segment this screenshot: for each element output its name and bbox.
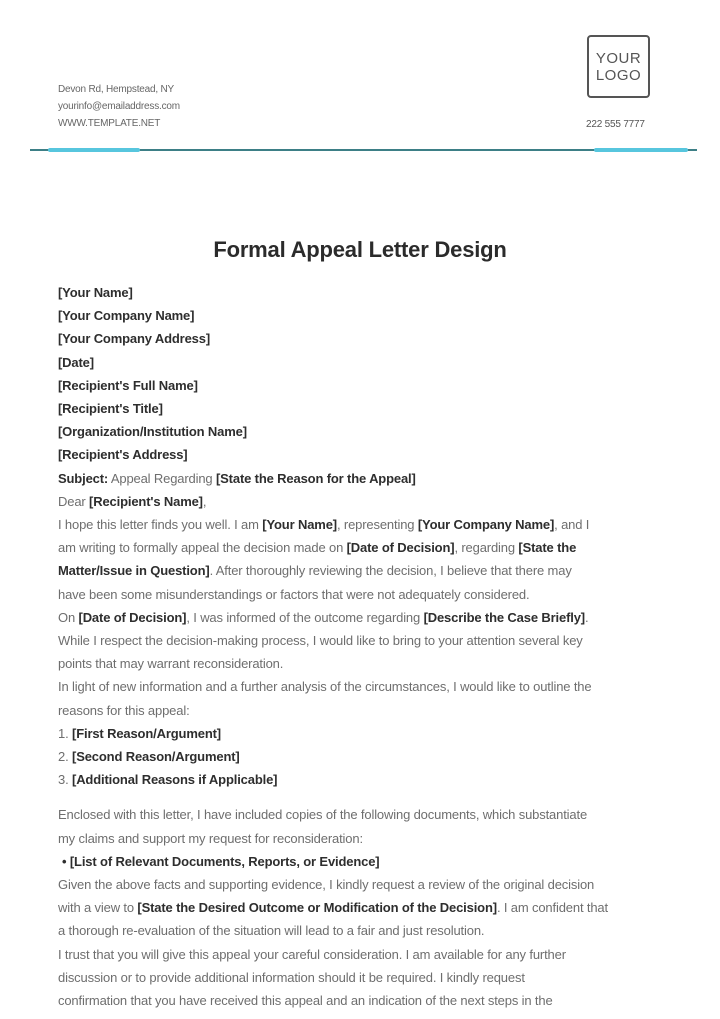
salutation bbox=[58, 490, 698, 513]
header-divider-accent-right bbox=[594, 148, 688, 152]
text-run: . I am confident that bbox=[496, 900, 608, 916]
text-run: . After thoroughly reviewing the decision, I believe that there may bbox=[209, 563, 572, 579]
your-name-field: [Your Name] bbox=[58, 285, 133, 300]
list-number: 1. bbox=[58, 725, 69, 741]
paragraph-line: a thorough re-evaluation of the situation will lead to a fair and just resolution. bbox=[58, 923, 485, 939]
paragraph-outcome bbox=[58, 606, 698, 676]
text-run: am writing to formally appeal the decision made on bbox=[58, 540, 347, 556]
list-item bbox=[58, 745, 698, 768]
text-run: with a view to bbox=[58, 900, 138, 916]
text-run: , and I bbox=[554, 517, 590, 533]
salutation-placeholder: [Recipient's Name] bbox=[89, 493, 203, 509]
salutation-text: Dear bbox=[58, 493, 90, 509]
placeholder-first-reason: [First Reason/Argument] bbox=[72, 725, 221, 741]
list-item bbox=[58, 768, 698, 791]
salutation-comma: , bbox=[202, 493, 207, 509]
section-spacer bbox=[58, 791, 698, 803]
placeholder-matter-issue: [State the bbox=[518, 540, 577, 556]
list-item bbox=[58, 722, 698, 745]
paragraph-line: discussion or to provide additional information should it be required. I kindly request bbox=[58, 969, 525, 985]
paragraph-line: I trust that you will give this appeal your careful consideration. I am available for any further bbox=[58, 946, 566, 962]
contact-phone: 222 555 7777 bbox=[586, 119, 645, 130]
paragraph-line bbox=[58, 606, 698, 629]
enclosures-list bbox=[58, 850, 698, 873]
text-run: , regarding bbox=[454, 540, 519, 556]
placeholder-date-of-decision: [Date of Decision] bbox=[346, 540, 455, 556]
sender-recipient-block bbox=[58, 281, 698, 467]
paragraph-request bbox=[58, 873, 698, 943]
placeholder-your-name: [Your Name] bbox=[262, 517, 337, 533]
paragraph-reasons-intro bbox=[58, 675, 698, 721]
placeholder-desired-outcome: [State the Desired Outcome or Modification of the Decision] bbox=[137, 900, 497, 916]
document-title: Formal Appeal Letter Design bbox=[213, 237, 507, 262]
bullet-icon: • bbox=[62, 853, 67, 869]
placeholder-second-reason: [Second Reason/Argument] bbox=[72, 749, 240, 765]
placeholder-company-name: [Your Company Name] bbox=[417, 517, 555, 533]
paragraph-line: While I respect the decision-making process, I would like to bring to your attention several key bbox=[58, 633, 583, 649]
paragraph-line bbox=[58, 896, 698, 919]
date-field: [Date] bbox=[58, 354, 94, 370]
reasons-list bbox=[58, 722, 698, 792]
subject-line bbox=[58, 467, 698, 490]
header-divider-accent-left bbox=[48, 148, 140, 152]
recipient-full-name-field: [Recipient's Full Name] bbox=[58, 377, 198, 393]
recipient-title-field: [Recipient's Title] bbox=[58, 401, 163, 417]
list-number: 3. bbox=[58, 772, 69, 788]
text-run: , representing bbox=[336, 517, 418, 533]
letter-body bbox=[58, 281, 698, 1012]
text-run: . bbox=[584, 609, 589, 625]
your-company-name-field: [Your Company Name] bbox=[58, 308, 195, 324]
text-run: On bbox=[58, 609, 79, 625]
list-item bbox=[58, 850, 698, 873]
contact-info bbox=[58, 81, 180, 132]
paragraph-line: reasons for this appeal: bbox=[58, 702, 190, 718]
text-run: , I was informed of the outcome regarding bbox=[186, 609, 424, 625]
placeholder-matter-issue-cont: Matter/Issue in Question] bbox=[58, 563, 210, 579]
placeholder-additional-reasons: [Additional Reasons if Applicable] bbox=[72, 772, 278, 788]
paragraph-line bbox=[58, 513, 698, 536]
your-company-address-field: [Your Company Address] bbox=[58, 331, 210, 347]
paragraph-line: my claims and support my request for reconsideration: bbox=[58, 830, 363, 846]
subject-text: Appeal Regarding bbox=[108, 470, 216, 486]
contact-email: yourinfo@emailaddress.com bbox=[58, 101, 180, 112]
placeholder-case-description: [Describe the Case Briefly] bbox=[423, 609, 585, 625]
paragraph-line bbox=[58, 536, 698, 559]
logo-line-2: LOGO bbox=[595, 66, 642, 84]
text-run: I hope this letter finds you well. I am bbox=[58, 517, 263, 533]
contact-website: WWW.TEMPLATE.NET bbox=[58, 118, 161, 129]
subject-placeholder: [State the Reason for the Appeal] bbox=[215, 470, 416, 486]
placeholder-date-of-decision: [Date of Decision] bbox=[78, 609, 187, 625]
paragraph-line: confirmation that you have received this appeal and an indication of the next steps in the bbox=[58, 993, 553, 1009]
paragraph-line: Given the above facts and supporting evidence, I kindly request a review of the original decision bbox=[58, 877, 595, 893]
paragraph-enclosures bbox=[58, 803, 698, 849]
recipient-address-field: [Recipient's Address] bbox=[58, 447, 188, 463]
paragraph-closing bbox=[58, 943, 698, 1013]
paragraph-line: have been some misunderstandings or factors that were not adequately considered. bbox=[58, 586, 530, 602]
logo-line-1: YOUR bbox=[595, 49, 642, 67]
subject-label: Subject: bbox=[58, 470, 109, 486]
placeholder-documents-list: [List of Relevant Documents, Reports, or Evidence] bbox=[69, 853, 380, 869]
organization-name-field: [Organization/Institution Name] bbox=[58, 424, 247, 440]
paragraph-line: points that may warrant reconsideration. bbox=[58, 656, 284, 672]
logo-placeholder bbox=[587, 35, 650, 98]
contact-address: Devon Rd, Hempstead, NY bbox=[58, 84, 175, 95]
paragraph-intro bbox=[58, 513, 698, 606]
list-number: 2. bbox=[58, 749, 69, 765]
paragraph-line: Enclosed with this letter, I have included copies of the following documents, which substantiate bbox=[58, 807, 588, 823]
paragraph-line: In light of new information and a further analysis of the circumstances, I would like to outline the bbox=[58, 679, 592, 695]
paragraph-line bbox=[58, 559, 698, 582]
